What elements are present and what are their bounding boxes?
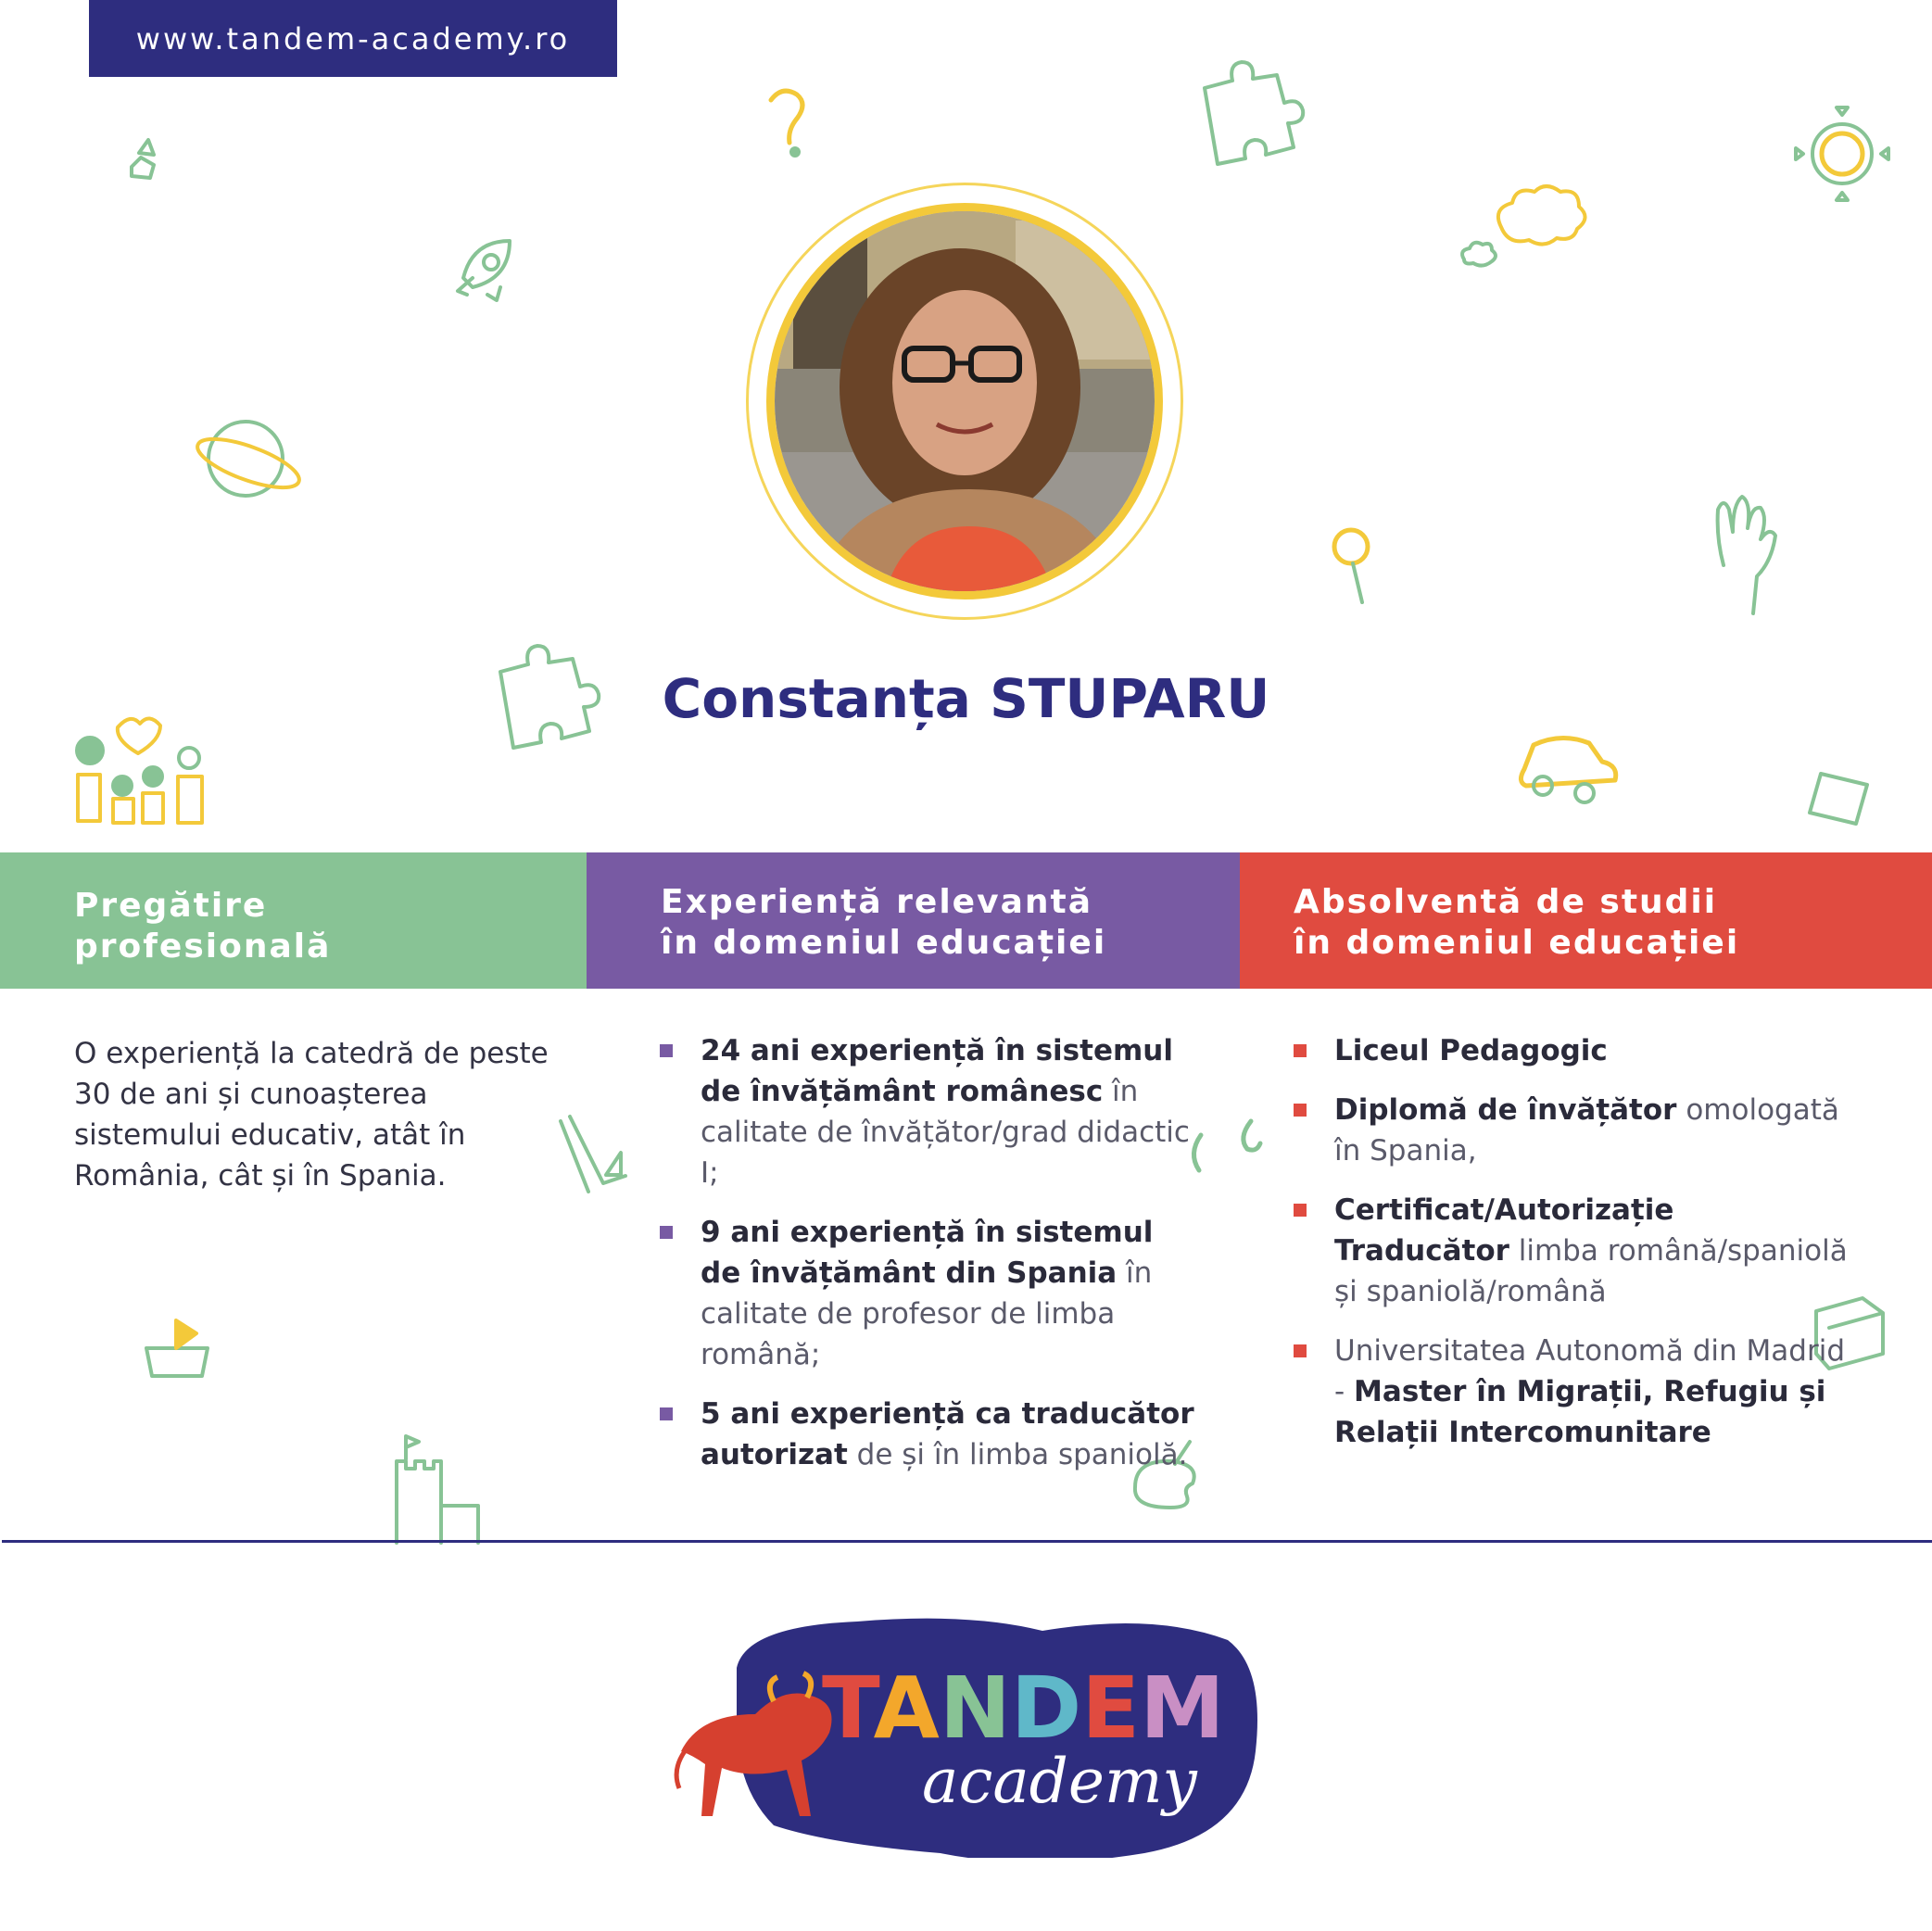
bullet-square-icon — [1294, 1104, 1307, 1117]
sun-icon — [1796, 107, 1888, 200]
small-rocket-icon — [132, 140, 154, 178]
item-bold-text: Certificat/Autorizație Traducător — [1334, 1193, 1674, 1268]
column-header-training: Pregătire profesională — [0, 852, 587, 989]
question-mark-icon — [771, 91, 802, 156]
notebook-icon — [1810, 774, 1867, 824]
kids-icon — [77, 718, 202, 823]
bullet-square-icon — [660, 1044, 673, 1057]
item-text: omologată în Spania, — [1334, 1093, 1839, 1167]
quote-marks-icon — [1193, 1121, 1260, 1170]
item-text: în calitate de învățător/grad didactic I; — [701, 1075, 1190, 1190]
rocket-icon — [458, 241, 510, 300]
logo-letter: E — [1081, 1659, 1141, 1758]
profile-name: Constanța STUPARU — [662, 667, 1270, 730]
boat-icon — [146, 1320, 208, 1376]
logo-letter: M — [1140, 1659, 1225, 1758]
bullet-square-icon — [1294, 1204, 1307, 1217]
item-text: în calitate de profesor de limba română; — [701, 1256, 1153, 1371]
bullet-square-icon — [660, 1407, 673, 1420]
bullet-square-icon — [1294, 1344, 1307, 1357]
list-item — [1294, 1331, 1850, 1453]
training-description: O experiență la catedră de peste 30 de ani și cunoașterea sistemului educativ, atât în România, cât și în Spania. — [74, 1037, 549, 1193]
item-bold-text: 9 ani experiență în sistemul de învățământ din Spania — [701, 1216, 1154, 1290]
planet-icon — [192, 422, 304, 498]
logo-letter: D — [1010, 1659, 1082, 1758]
car-icon — [1521, 738, 1615, 802]
item-text: de și în limba spaniolă. — [847, 1438, 1188, 1471]
logo-letter: A — [873, 1659, 940, 1758]
website-url-box[interactable] — [89, 0, 617, 77]
footer-divider — [2, 1540, 1932, 1543]
lollipop-icon — [1334, 530, 1368, 602]
profile-photo — [766, 203, 1163, 599]
bullet-square-icon — [660, 1226, 673, 1239]
list-item — [1294, 1090, 1850, 1171]
item-prefix-text: Universitatea Autonomă din Madrid - — [1334, 1334, 1845, 1408]
puzzle-icon — [1205, 62, 1303, 164]
logo-letter: T — [822, 1659, 874, 1758]
logo-word — [822, 1659, 1225, 1758]
cloud-icon — [1498, 186, 1585, 245]
hand-icon — [1718, 497, 1775, 613]
studies-list — [1294, 1030, 1850, 1471]
svg-text:TANDEM — [822, 1659, 1225, 1758]
list-item — [1294, 1190, 1850, 1312]
list-item — [1294, 1030, 1850, 1071]
website-url[interactable]: www.tandem-academy.ro — [135, 20, 571, 57]
castle-icon — [397, 1436, 478, 1543]
item-bold-text: 5 ani experiență ca traducător autorizat — [701, 1397, 1194, 1471]
small-cloud-icon — [1462, 243, 1496, 266]
column-header-studies: Absolventă de studii în domeniul educației — [1240, 852, 1932, 989]
list-item — [660, 1394, 1197, 1475]
column-header-experience: Experiență relevantă în domeniul educației — [587, 852, 1240, 989]
logo-letter: N — [939, 1659, 1011, 1758]
item-bold-text: 24 ani experiență în sistemul de învățământ românesc — [701, 1034, 1173, 1108]
list-item — [660, 1030, 1197, 1193]
list-item — [660, 1212, 1197, 1375]
experience-list — [660, 1030, 1197, 1494]
item-bold-text: Master în Migrații, Refugiu și Relații Intercomunitare — [1334, 1375, 1826, 1449]
item-bold-text: Diplomă de învățător — [1334, 1093, 1677, 1127]
logo-subword: academy — [922, 1746, 1197, 1817]
item-bold-text: Liceul Pedagogic — [1334, 1034, 1608, 1067]
bullet-square-icon — [1294, 1044, 1307, 1057]
tandem-academy-logo — [663, 1612, 1274, 1858]
item-text: limba română/spaniolă și spaniolă/română — [1334, 1234, 1848, 1308]
